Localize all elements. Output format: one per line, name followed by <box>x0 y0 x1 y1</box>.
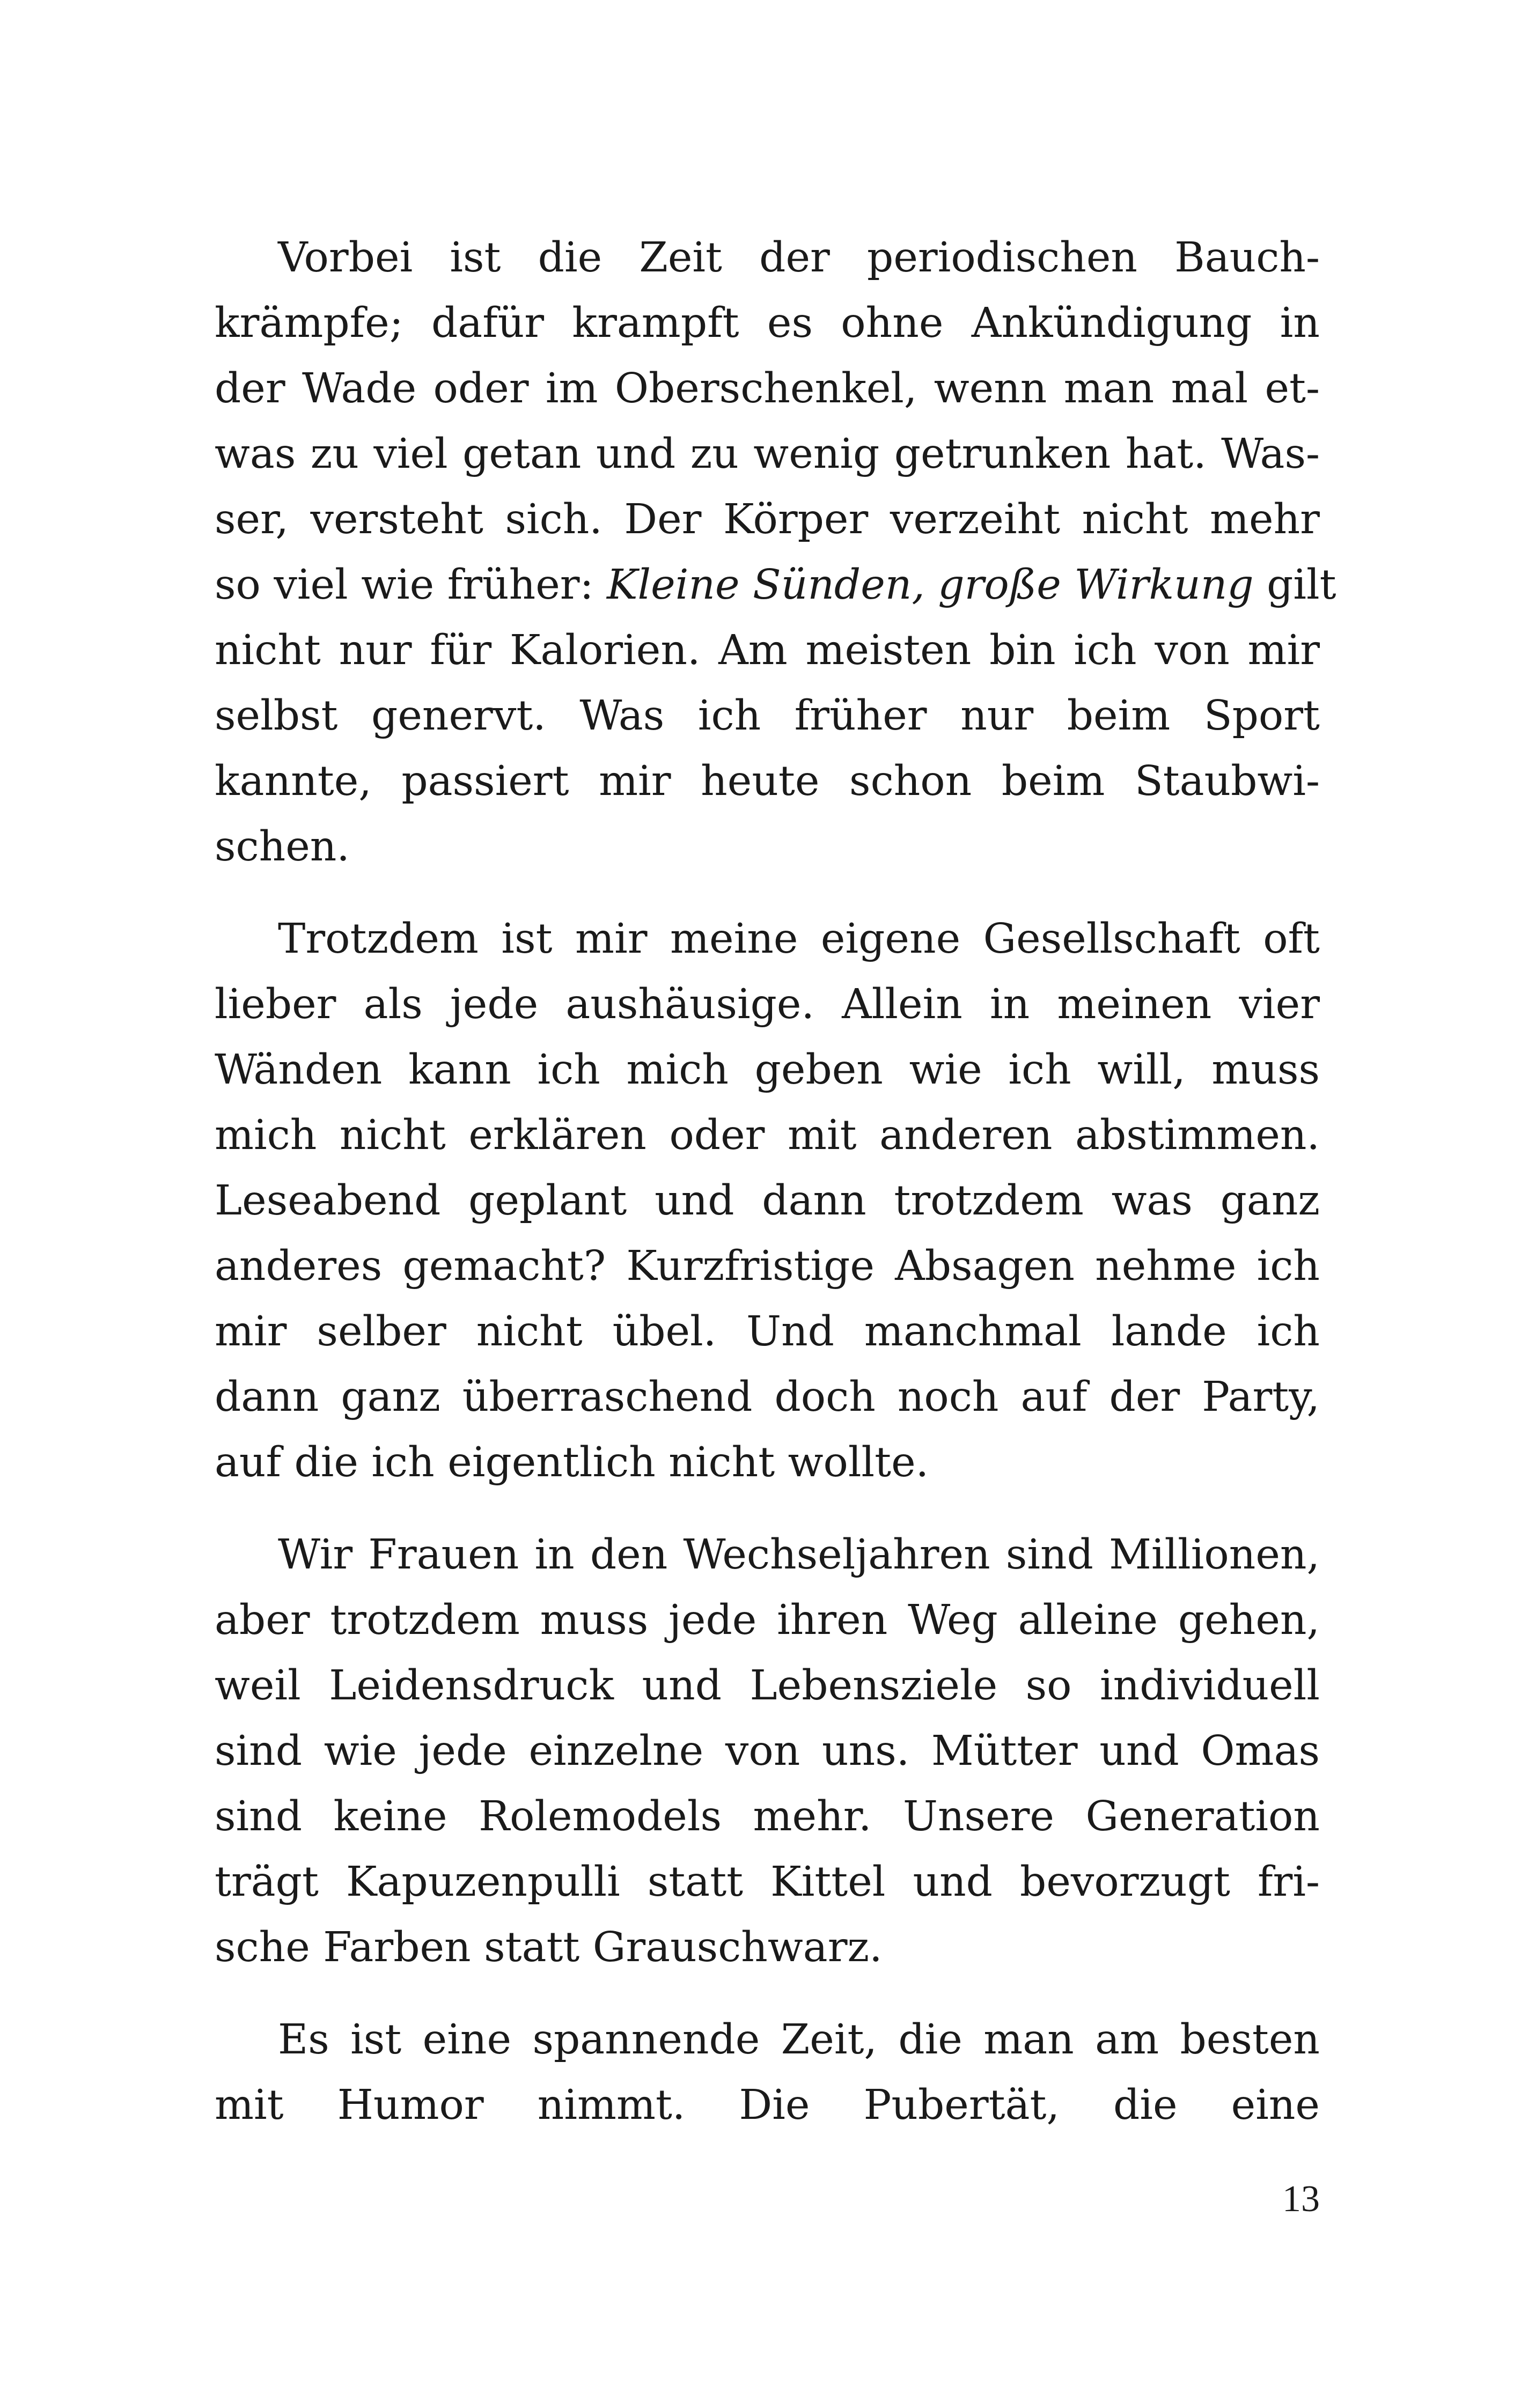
text-line: krämpfe; dafür krampft es ohne Ankündigung in <box>215 299 1320 347</box>
text-line: mit Humor nimmt. Die Pubertät, die eine <box>215 2081 1320 2129</box>
text-line: was zu viel getan und zu wenig getrunken hat. Was- <box>215 430 1320 478</box>
text-line: mich nicht erklären oder mit anderen abstimmen. <box>215 1111 1320 1159</box>
text-line: Wir Frauen in den Wechseljahren sind Millionen, <box>278 1531 1320 1579</box>
text-line: ser, versteht sich. Der Körper verzeiht nicht mehr <box>215 496 1320 543</box>
text-line: auf die ich eigentlich nicht wollte. <box>215 1439 929 1486</box>
text-line: kannte, passiert mir heute schon beim Staubwi- <box>215 757 1320 805</box>
page-number: 13 <box>1282 2178 1320 2220</box>
text-run: gilt <box>1253 561 1336 609</box>
text-line: selbst genervt. Was ich früher nur beim Sport <box>215 692 1320 740</box>
text-line: der Wade oder im Oberschenkel, wenn man mal et- <box>215 365 1320 413</box>
text-line: Trotzdem ist mir meine eigene Gesellschaft oft <box>278 915 1320 963</box>
body-text <box>215 225 1336 2138</box>
text-line: Es ist eine spannende Zeit, die man am besten <box>278 2016 1320 2064</box>
text-line: sche Farben statt Grauschwarz. <box>215 1924 883 1971</box>
text-line: Leseabend geplant und dann trotzdem was ganz <box>215 1177 1320 1225</box>
text-line <box>215 553 1336 618</box>
text-line: sind wie jede einzelne von uns. Mütter und Omas <box>215 1727 1320 1775</box>
paragraph-3 <box>215 1522 1320 1980</box>
paragraph-gap <box>215 880 1320 907</box>
text-line: aber trotzdem muss jede ihren Weg alleine gehen, <box>215 1596 1320 1644</box>
text-line: Vorbei ist die Zeit der periodischen Bauch- <box>278 234 1320 282</box>
text-line: nicht nur für Kalorien. Am meisten bin ich von mir <box>215 627 1320 674</box>
text-line: anderes gemacht? Kurzfristige Absagen nehme ich <box>215 1242 1320 1290</box>
text-line: weil Leidensdruck und Lebensziele so individuell <box>215 1662 1320 1710</box>
paragraph-1 <box>215 225 1336 880</box>
text-line: Wänden kann ich mich geben wie ich will, muss <box>215 1046 1320 1094</box>
paragraph-gap <box>215 1496 1320 1522</box>
text-line: sind keine Rolemodels mehr. Unsere Generation <box>215 1793 1320 1840</box>
italic-phrase: Kleine Sünden, große Wirkung <box>607 561 1254 609</box>
text-line: mir selber nicht übel. Und manchmal lande ich <box>215 1308 1320 1356</box>
paragraph-2 <box>215 907 1320 1496</box>
text-run: so viel wie früher: <box>215 561 607 609</box>
text-line: schen. <box>215 823 350 871</box>
paragraph-gap <box>215 1980 1320 2007</box>
text-line: lieber als jede aushäusige. Allein in meinen vier <box>215 981 1320 1028</box>
text-line: trägt Kapuzenpulli statt Kittel und bevorzugt fri- <box>215 1858 1320 1906</box>
text-line: dann ganz überraschend doch noch auf der Party, <box>215 1373 1320 1421</box>
paragraph-4 <box>215 2007 1320 2138</box>
